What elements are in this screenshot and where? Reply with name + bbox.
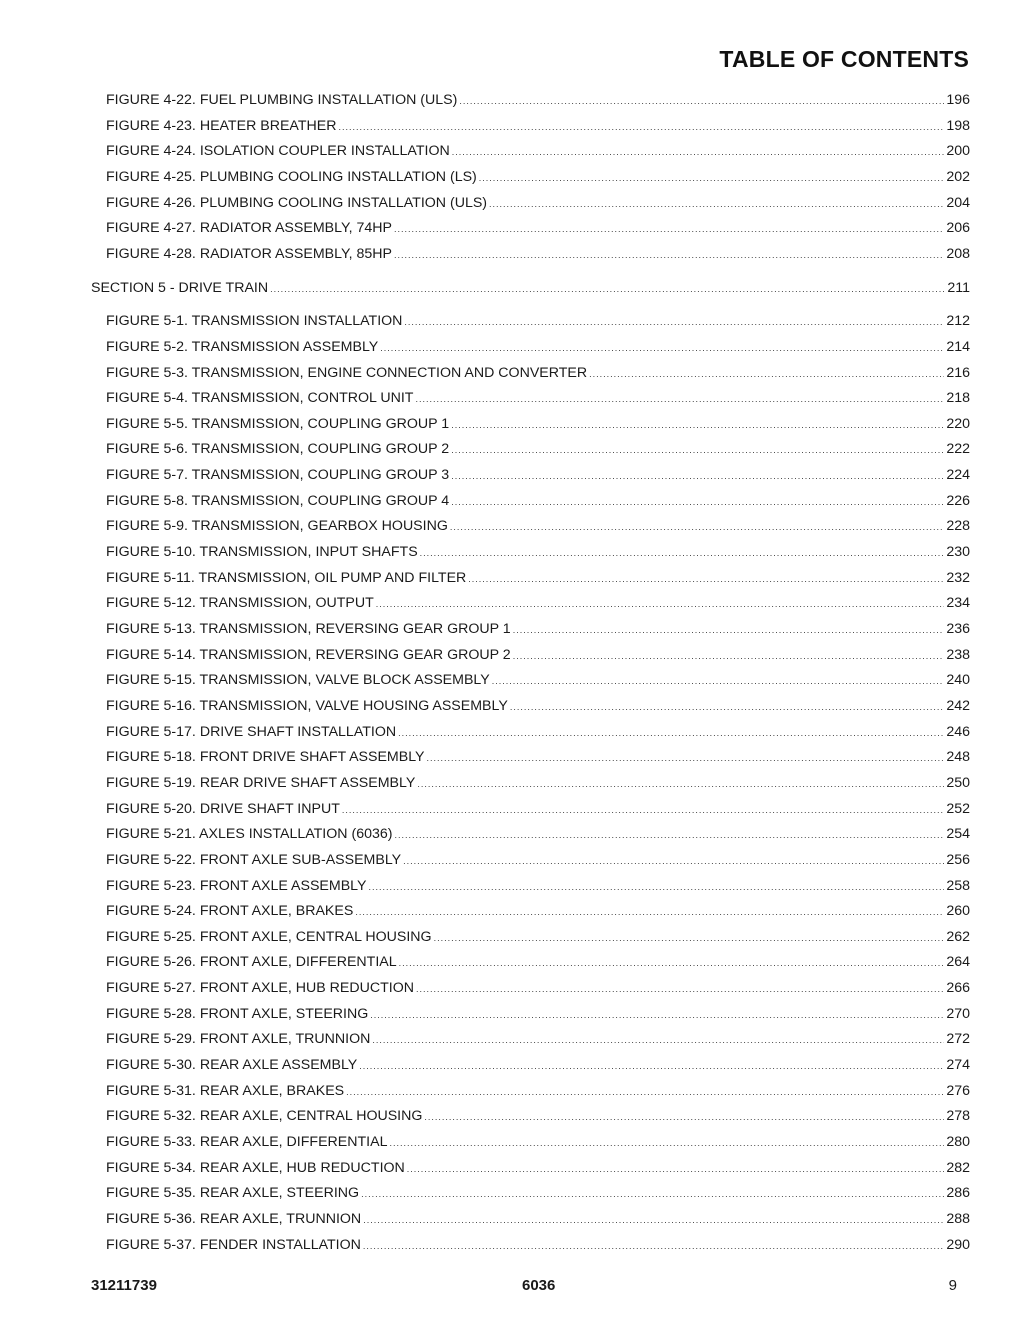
dot-leader <box>389 1134 944 1151</box>
dot-leader <box>342 801 944 818</box>
toc-figure-entry[interactable] <box>106 1159 970 1177</box>
toc-entry-page: 274 <box>946 1057 970 1073</box>
dot-leader <box>417 775 944 792</box>
toc-figure-entry[interactable] <box>106 979 970 997</box>
dot-leader <box>452 143 945 160</box>
toc-entry-label: FIGURE 4-26. PLUMBING COOLING INSTALLATION (ULS) <box>106 194 488 211</box>
toc-figure-entry[interactable] <box>106 91 970 109</box>
toc-figure-entry[interactable] <box>106 851 970 869</box>
toc-entry-page: 254 <box>946 826 970 843</box>
footer-part-number: 31211739 <box>91 1277 157 1294</box>
toc-entry-page: 232 <box>946 569 970 586</box>
dot-leader <box>513 647 945 664</box>
toc-entry-label: FIGURE 5-13. TRANSMISSION, REVERSING GEAR GROUP 1 <box>106 621 511 637</box>
toc-entry-label: FIGURE 5-35. REAR AXLE, STEERING <box>106 1185 360 1202</box>
toc-entry-page: 242 <box>946 697 970 714</box>
toc-entry-label: FIGURE 5-17. DRIVE SHAFT INSTALLATION <box>106 723 397 740</box>
dot-leader <box>372 1031 944 1048</box>
toc-figure-entry[interactable] <box>106 646 970 664</box>
dot-leader <box>403 852 944 869</box>
dot-leader <box>363 1211 944 1228</box>
dot-leader <box>427 749 945 766</box>
toc-figure-entry[interactable] <box>106 338 970 356</box>
toc-figure-entry[interactable] <box>106 620 970 638</box>
dot-leader <box>492 672 945 689</box>
toc-entry-label: FIGURE 5-32. REAR AXLE, CENTRAL HOUSING <box>106 1108 423 1125</box>
toc-entry-page: 272 <box>946 1031 970 1048</box>
dot-leader <box>394 246 944 263</box>
toc-figure-entry[interactable] <box>106 1056 970 1074</box>
toc-figure-entry[interactable] <box>106 1133 970 1151</box>
toc-section-entry[interactable] <box>91 279 970 297</box>
toc-entry-label: FIGURE 5-3. TRANSMISSION, ENGINE CONNECTION AND CONVERTER <box>106 364 588 381</box>
toc-figure-entry[interactable] <box>106 800 970 818</box>
toc-entry-label: FIGURE 5-4. TRANSMISSION, CONTROL UNIT <box>106 390 414 407</box>
dot-leader <box>398 724 944 741</box>
toc-entry-label: FIGURE 5-20. DRIVE SHAFT INPUT <box>106 800 340 817</box>
dot-leader <box>394 826 944 843</box>
toc-figure-entry[interactable] <box>106 1210 970 1228</box>
dot-leader <box>270 280 945 297</box>
toc-entry-label: FIGURE 4-25. PLUMBING COOLING INSTALLATION (LS) <box>106 168 477 185</box>
toc-entry-label: FIGURE 5-28. FRONT AXLE, STEERING <box>106 1005 369 1022</box>
dot-leader <box>479 169 945 186</box>
toc-entry-label: FIGURE 5-15. TRANSMISSION, VALVE BLOCK ASSEMBLY <box>106 672 490 689</box>
toc-figure-entry[interactable] <box>106 466 970 484</box>
toc-figure-entry[interactable] <box>106 569 970 587</box>
toc-figure-entry[interactable] <box>106 928 970 946</box>
dot-leader <box>404 313 944 330</box>
toc-figure-entry[interactable] <box>106 902 970 920</box>
toc-entry-label: FIGURE 5-19. REAR DRIVE SHAFT ASSEMBLY <box>106 774 416 791</box>
toc-entry-label: FIGURE 5-14. TRANSMISSION, REVERSING GEAR GROUP 2 <box>106 646 511 663</box>
toc-entry-label: FIGURE 5-7. TRANSMISSION, COUPLING GROUP 3 <box>106 467 450 484</box>
dot-leader <box>361 1185 944 1202</box>
dot-leader <box>380 339 944 356</box>
toc-entry-page: 206 <box>946 220 970 237</box>
toc-entry-label: FIGURE 4-28. RADIATOR ASSEMBLY, 85HP <box>106 245 392 262</box>
toc-entry-page: 280 <box>946 1134 970 1150</box>
toc-figure-entry[interactable] <box>106 1236 970 1254</box>
toc-figure-entry[interactable] <box>106 440 970 458</box>
dot-leader <box>363 1237 944 1254</box>
toc-entry-label: FIGURE 5-2. TRANSMISSION ASSEMBLY <box>106 338 379 355</box>
toc-entry-page: 246 <box>946 723 970 740</box>
toc-figure-entry[interactable] <box>106 774 970 792</box>
toc-entry-page: 252 <box>946 800 970 817</box>
toc-figure-entry[interactable] <box>106 245 970 263</box>
toc-entry-page: 230 <box>946 544 970 560</box>
toc-entry-page: 282 <box>946 1159 970 1176</box>
toc-entry-label: FIGURE 5-27. FRONT AXLE, HUB REDUCTION <box>106 980 414 997</box>
toc-entry-page: 214 <box>946 338 970 355</box>
toc-entry-page: 288 <box>946 1210 970 1227</box>
dot-leader <box>399 954 945 971</box>
toc-entry-label: FIGURE 5-22. FRONT AXLE SUB-ASSEMBLY <box>106 851 402 868</box>
dot-leader <box>451 493 944 510</box>
toc-entry-label: FIGURE 5-16. TRANSMISSION, VALVE HOUSING ASSEMBLY <box>106 697 508 714</box>
toc-figure-entry[interactable] <box>106 723 970 741</box>
dot-leader <box>510 698 945 715</box>
toc-figure-entry[interactable] <box>106 1082 970 1100</box>
toc-entry-label: FIGURE 5-12. TRANSMISSION, OUTPUT <box>106 595 374 612</box>
toc-entry-label: FIGURE 5-5. TRANSMISSION, COUPLING GROUP 1 <box>106 415 450 432</box>
toc-entry-label: FIGURE 5-36. REAR AXLE, TRUNNION <box>106 1210 362 1227</box>
toc-entry-label: FIGURE 5-25. FRONT AXLE, CENTRAL HOUSING <box>106 928 432 945</box>
toc-entry-page: 258 <box>946 877 970 894</box>
toc-entry-page: 256 <box>946 851 970 868</box>
toc-figure-entry[interactable] <box>106 594 970 612</box>
toc-figure-entry[interactable] <box>106 697 970 715</box>
toc-entry-page: 220 <box>946 415 970 432</box>
toc-entry-label: FIGURE 5-8. TRANSMISSION, COUPLING GROUP 4 <box>106 492 450 509</box>
toc-figure-entry[interactable] <box>106 168 970 186</box>
toc-figure-entry[interactable] <box>106 1184 970 1202</box>
dot-leader <box>359 1057 944 1074</box>
footer-model: 6036 <box>522 1277 556 1294</box>
toc-entry-page: 238 <box>946 646 970 663</box>
toc-entry-page: 212 <box>946 313 970 330</box>
toc-entry-label: FIGURE 5-30. REAR AXLE ASSEMBLY <box>106 1057 358 1073</box>
toc-entry-page: 276 <box>946 1082 970 1099</box>
dot-leader <box>450 518 944 535</box>
toc-figure-entry[interactable] <box>106 117 970 135</box>
toc-figure-entry[interactable] <box>106 312 970 330</box>
dot-leader <box>355 903 944 920</box>
toc-figure-entry[interactable] <box>106 953 970 971</box>
toc-entry-page: 262 <box>946 928 970 945</box>
dot-leader <box>338 118 944 135</box>
toc-entry-page: 226 <box>946 492 970 509</box>
toc-entry-page: 248 <box>946 749 970 766</box>
toc-entry-page: 240 <box>946 672 970 689</box>
dot-leader <box>416 980 944 997</box>
toc-entry-page: 198 <box>946 117 970 134</box>
toc-entry-label: FIGURE 5-26. FRONT AXLE, DIFFERENTIAL <box>106 954 397 971</box>
dot-leader <box>451 416 944 433</box>
toc-entry-page: 270 <box>946 1005 970 1022</box>
toc-figure-entry[interactable] <box>106 877 970 895</box>
dot-leader <box>376 595 945 612</box>
toc-figure-entry[interactable] <box>106 1030 970 1048</box>
dot-leader <box>459 92 944 109</box>
toc-entry-label: FIGURE 5-11. TRANSMISSION, OIL PUMP AND FILTER <box>106 569 467 586</box>
toc-figure-entry[interactable] <box>106 219 970 237</box>
dot-leader <box>368 878 944 895</box>
toc-entry-page: 278 <box>946 1108 970 1125</box>
dot-leader <box>370 1006 944 1023</box>
toc-entry-page: 216 <box>946 364 970 381</box>
dot-leader <box>346 1083 944 1100</box>
toc-entry-label: FIGURE 5-24. FRONT AXLE, BRAKES <box>106 903 354 920</box>
toc-figure-entry[interactable] <box>106 142 970 160</box>
toc-entry-page: 266 <box>946 980 970 997</box>
toc-entry-label: FIGURE 5-37. FENDER INSTALLATION <box>106 1236 361 1253</box>
toc-entry-page: 286 <box>946 1185 970 1202</box>
page-title: TABLE OF CONTENTS <box>719 46 969 72</box>
dot-leader <box>451 467 944 484</box>
toc-entry-label: FIGURE 5-29. FRONT AXLE, TRUNNION <box>106 1031 371 1048</box>
toc-figure-entry[interactable] <box>106 543 970 561</box>
dot-leader <box>420 544 945 561</box>
toc-entry-page: 222 <box>946 441 970 458</box>
toc-figure-entry[interactable] <box>106 194 970 212</box>
toc-entry-page: 218 <box>946 390 970 407</box>
dot-leader <box>589 365 944 382</box>
toc-entry-page: 236 <box>946 621 970 637</box>
toc-figure-entry[interactable] <box>106 748 970 766</box>
toc-entry-page: 196 <box>946 92 970 108</box>
toc-entry-label: FIGURE 5-10. TRANSMISSION, INPUT SHAFTS <box>106 544 418 560</box>
toc-entry-label: FIGURE 5-1. TRANSMISSION INSTALLATION <box>106 313 403 330</box>
toc-entry-page: 208 <box>946 245 970 262</box>
toc-entry-page: 250 <box>946 774 970 791</box>
toc-entry-page: 202 <box>946 168 970 185</box>
toc-entry-label: FIGURE 5-18. FRONT DRIVE SHAFT ASSEMBLY <box>106 749 425 766</box>
toc-entry-page: 204 <box>946 194 970 211</box>
toc-entry-label: SECTION 5 - DRIVE TRAIN <box>91 279 269 296</box>
toc-figure-entry[interactable] <box>106 364 970 382</box>
dot-leader <box>407 1160 945 1177</box>
toc-entry-label: FIGURE 4-23. HEATER BREATHER <box>106 117 337 134</box>
toc-entry-label: FIGURE 5-23. FRONT AXLE ASSEMBLY <box>106 877 367 894</box>
toc-figure-entry[interactable] <box>106 517 970 535</box>
toc-entry-label: FIGURE 5-9. TRANSMISSION, GEARBOX HOUSING <box>106 518 448 535</box>
toc-entry-label: FIGURE 4-24. ISOLATION COUPLER INSTALLATION <box>106 143 450 160</box>
toc-figure-entry[interactable] <box>106 389 970 407</box>
toc-entry-page: 224 <box>946 467 970 484</box>
toc-entry-label: FIGURE 5-33. REAR AXLE, DIFFERENTIAL <box>106 1134 388 1150</box>
toc-entry-page: 290 <box>946 1236 970 1253</box>
dot-leader <box>424 1108 944 1125</box>
toc-entry-page: 200 <box>946 143 970 160</box>
dot-leader <box>468 570 944 587</box>
toc-figure-entry[interactable] <box>106 1107 970 1125</box>
toc-figure-entry[interactable] <box>106 492 970 510</box>
footer-page-number: 9 <box>948 1277 957 1294</box>
dot-leader <box>489 195 944 212</box>
toc-figure-entry[interactable] <box>106 1005 970 1023</box>
dot-leader <box>415 390 944 407</box>
toc-entry-page: 264 <box>946 954 970 971</box>
toc-entry-label: FIGURE 4-22. FUEL PLUMBING INSTALLATION (ULS) <box>106 92 458 108</box>
toc-entry-page: 211 <box>947 279 970 296</box>
toc-entry-page: 260 <box>946 903 970 920</box>
toc-entry-label: FIGURE 5-6. TRANSMISSION, COUPLING GROUP 2 <box>106 441 450 458</box>
toc-entry-page: 228 <box>946 518 970 535</box>
dot-leader <box>513 621 945 638</box>
toc-figure-entry[interactable] <box>106 415 970 433</box>
toc-entry-label: FIGURE 4-27. RADIATOR ASSEMBLY, 74HP <box>106 220 392 237</box>
toc-figure-entry[interactable] <box>106 825 970 843</box>
dot-leader <box>394 220 944 237</box>
dot-leader <box>434 929 945 946</box>
toc-figure-entry[interactable] <box>106 671 970 689</box>
dot-leader <box>451 441 944 458</box>
toc-entry-page: 234 <box>946 595 970 612</box>
toc-entry-label: FIGURE 5-31. REAR AXLE, BRAKES <box>106 1082 345 1099</box>
toc-entry-label: FIGURE 5-21. AXLES INSTALLATION (6036) <box>106 826 393 843</box>
toc-entry-label: FIGURE 5-34. REAR AXLE, HUB REDUCTION <box>106 1159 405 1176</box>
